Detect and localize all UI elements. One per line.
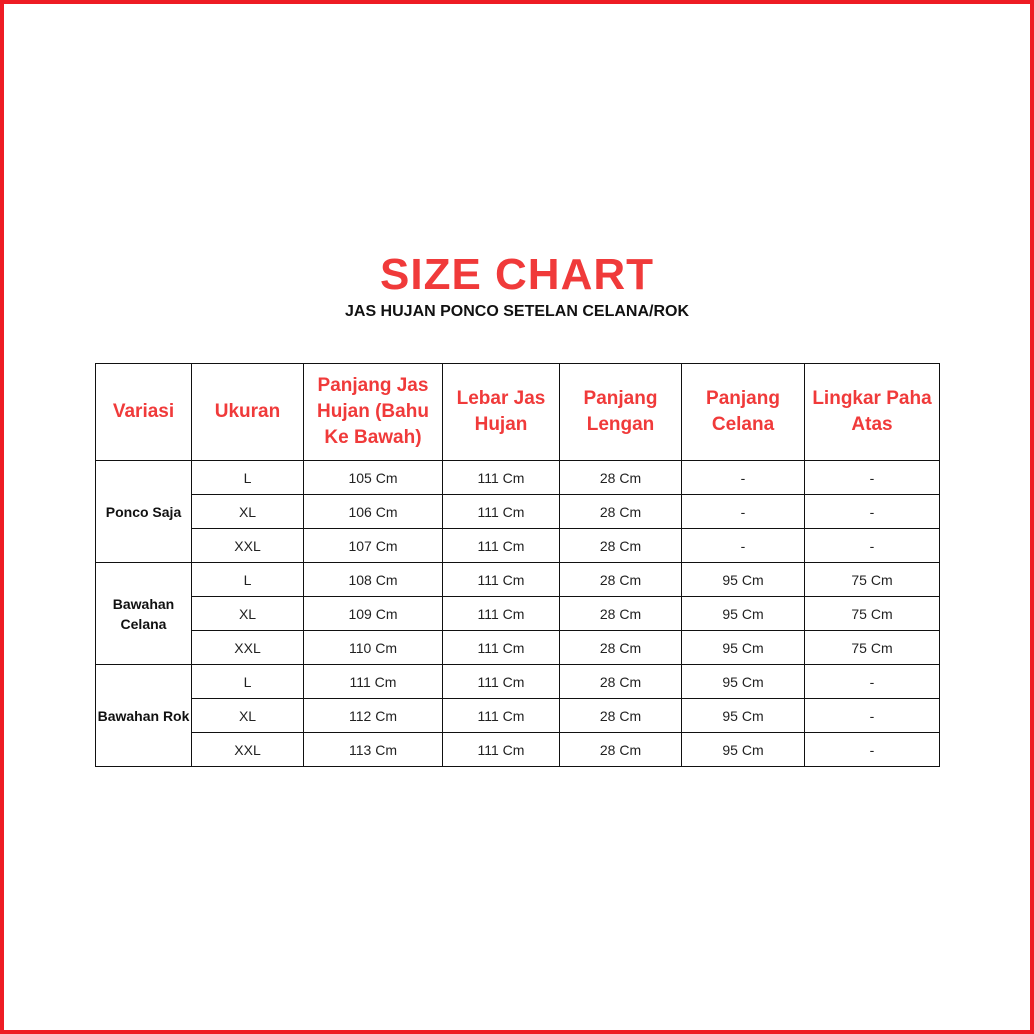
measurement-cell: 28 Cm: [560, 529, 682, 563]
measurement-cell: 28 Cm: [560, 563, 682, 597]
table-row: [96, 733, 940, 767]
page-subtitle: JAS HUJAN PONCO SETELAN CELANA/ROK: [344, 303, 690, 320]
measurement-cell: 107 Cm: [304, 529, 443, 563]
measurement-cell: 95 Cm: [682, 631, 805, 665]
measurement-cell: 109 Cm: [304, 597, 443, 631]
size-cell: L: [192, 461, 304, 495]
measurement-cell: -: [805, 665, 940, 699]
table-row: [96, 631, 940, 665]
measurement-cell: -: [805, 529, 940, 563]
measurement-cell: 110 Cm: [304, 631, 443, 665]
variant-cell: Bawahan Rok: [96, 665, 192, 767]
measurement-cell: 95 Cm: [682, 733, 805, 767]
size-cell: XL: [192, 699, 304, 733]
variant-cell: Bawahan Celana: [96, 563, 192, 665]
variant-cell: Ponco Saja: [96, 461, 192, 563]
measurement-cell: -: [682, 461, 805, 495]
table-row: [96, 563, 940, 597]
size-cell: L: [192, 665, 304, 699]
table-row: [96, 529, 940, 563]
measurement-cell: 111 Cm: [443, 699, 560, 733]
measurement-cell: 95 Cm: [682, 699, 805, 733]
measurement-cell: 108 Cm: [304, 563, 443, 597]
measurement-cell: 95 Cm: [682, 597, 805, 631]
measurement-cell: 111 Cm: [443, 597, 560, 631]
measurement-cell: 111 Cm: [443, 733, 560, 767]
measurement-cell: 28 Cm: [560, 461, 682, 495]
table-row: [96, 461, 940, 495]
measurement-cell: 113 Cm: [304, 733, 443, 767]
header-cell: Ukuran: [192, 364, 304, 461]
table-body: [96, 461, 940, 767]
measurement-cell: 111 Cm: [443, 529, 560, 563]
measurement-cell: 75 Cm: [805, 563, 940, 597]
size-cell: L: [192, 563, 304, 597]
header-cell: Panjang Celana: [682, 364, 805, 461]
size-cell: XXL: [192, 631, 304, 665]
header-cell: Panjang Jas Hujan (Bahu Ke Bawah): [304, 364, 443, 461]
size-cell: XXL: [192, 529, 304, 563]
measurement-cell: 106 Cm: [304, 495, 443, 529]
measurement-cell: 111 Cm: [443, 461, 560, 495]
measurement-cell: 111 Cm: [443, 563, 560, 597]
header-cell: Lingkar Paha Atas: [805, 364, 940, 461]
measurement-cell: 111 Cm: [304, 665, 443, 699]
measurement-cell: 75 Cm: [805, 631, 940, 665]
size-chart-table: [95, 363, 940, 767]
measurement-cell: 95 Cm: [682, 563, 805, 597]
measurement-cell: 75 Cm: [805, 597, 940, 631]
size-cell: XL: [192, 495, 304, 529]
measurement-cell: 105 Cm: [304, 461, 443, 495]
measurement-cell: -: [805, 461, 940, 495]
measurement-cell: 95 Cm: [682, 665, 805, 699]
measurement-cell: 28 Cm: [560, 597, 682, 631]
measurement-cell: 28 Cm: [560, 495, 682, 529]
measurement-cell: 28 Cm: [560, 665, 682, 699]
header-row: [96, 364, 940, 461]
measurement-cell: -: [682, 495, 805, 529]
table-row: [96, 597, 940, 631]
size-cell: XXL: [192, 733, 304, 767]
measurement-cell: -: [682, 529, 805, 563]
measurement-cell: 111 Cm: [443, 495, 560, 529]
measurement-cell: -: [805, 699, 940, 733]
measurement-cell: -: [805, 733, 940, 767]
measurement-cell: 28 Cm: [560, 699, 682, 733]
header-cell: Lebar Jas Hujan: [443, 364, 560, 461]
measurement-cell: -: [805, 495, 940, 529]
measurement-cell: 111 Cm: [443, 665, 560, 699]
measurement-cell: 111 Cm: [443, 631, 560, 665]
header-cell: Variasi: [96, 364, 192, 461]
measurement-cell: 112 Cm: [304, 699, 443, 733]
measurement-cell: 28 Cm: [560, 733, 682, 767]
size-cell: XL: [192, 597, 304, 631]
header-cell: Panjang Lengan: [560, 364, 682, 461]
table-row: [96, 495, 940, 529]
page-title: SIZE CHART: [380, 250, 654, 299]
measurement-cell: 28 Cm: [560, 631, 682, 665]
table-row: [96, 665, 940, 699]
table-row: [96, 699, 940, 733]
